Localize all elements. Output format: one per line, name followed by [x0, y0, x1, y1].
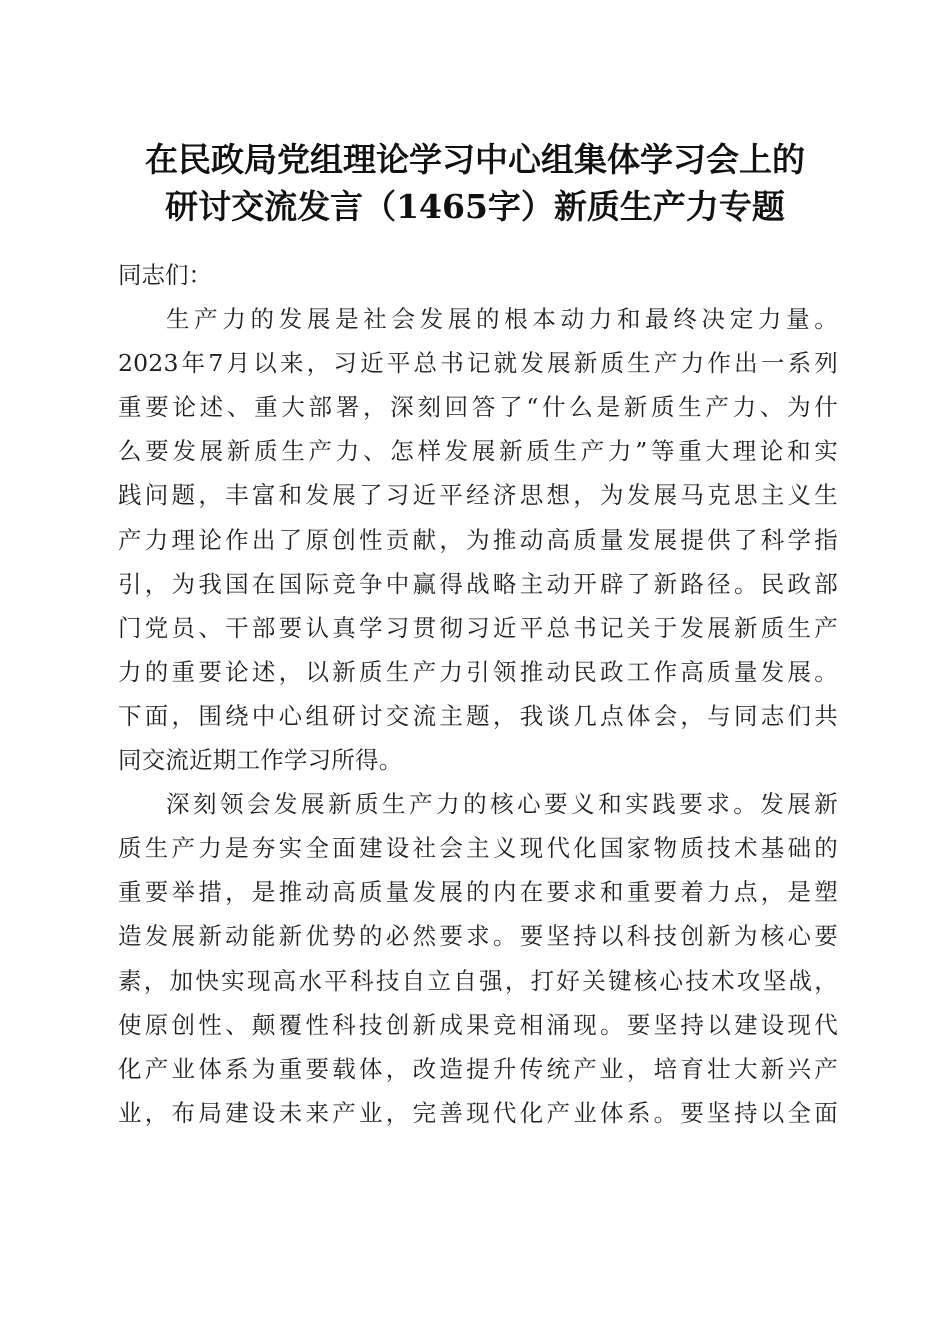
paragraph-line: 下面，围绕中心组研讨交流主题，我谈几点体会，与同志们共: [118, 701, 838, 730]
paragraph-line: 质生产力是夯实全面建设社会主义现代化国家物质技术基础的: [118, 834, 838, 863]
paragraph-line: 么要发展新质生产力、怎样发展新质生产力”等重大理论和实: [118, 437, 838, 466]
paragraph-line: 生产力的发展是社会发展的根本动力和最终决定力量。: [166, 305, 838, 334]
title-line-1: 在民政局党组理论学习中心组集体学习会上的: [145, 140, 805, 179]
document-title: [100, 136, 850, 230]
salutation: 同志们：: [118, 261, 212, 289]
paragraph-line: 践问题，丰富和发展了习近平经济思想，为发展马克思主义生: [118, 481, 838, 510]
paragraph-line: 业，布局建设未来产业，完善现代化产业体系。要坚持以全面: [118, 1098, 838, 1127]
paragraph-line: 力的重要论述，以新质生产力引领推动民政工作高质量发展。: [118, 657, 838, 686]
paragraph-2: [118, 782, 838, 1135]
paragraph-line: 化产业体系为重要载体，改造提升传统产业，培育壮大新兴产: [118, 1054, 838, 1083]
paragraph-1: [118, 297, 838, 782]
title-line-2: 研讨交流发言（1465字）新质生产力专题: [165, 187, 785, 226]
paragraph-line: 深刻领会发展新质生产力的核心要义和实践要求。发展新: [166, 790, 838, 819]
document-body: [118, 253, 838, 1135]
paragraph-line: 引，为我国在国际竞争中赢得战略主动开辟了新路径。民政部: [118, 569, 838, 598]
paragraph-line: 使原创性、颠覆性科技创新成果竞相涌现。要坚持以建设现代: [118, 1010, 838, 1039]
paragraph-line: 素，加快实现高水平科技自立自强，打好关键核心技术攻坚战，: [118, 966, 838, 995]
paragraph-line: 2023年7月以来，习近平总书记就发展新质生产力作出一系列: [118, 349, 838, 378]
paragraph-line: 重要举措，是推动高质量发展的内在要求和重要着力点，是塑: [118, 878, 838, 907]
paragraph-line: 门党员、干部要认真学习贯彻习近平总书记关于发展新质生产: [118, 613, 838, 642]
paragraph-line: 重要论述、重大部署，深刻回答了“什么是新质生产力、为什: [118, 393, 838, 422]
paragraph-line: 造发展新动能新优势的必然要求。要坚持以科技创新为核心要: [118, 922, 838, 951]
paragraph-line: 产力理论作出了原创性贡献，为推动高质量发展提供了科学指: [118, 525, 838, 554]
paragraph-line: 同交流近期工作学习所得。: [118, 746, 403, 775]
